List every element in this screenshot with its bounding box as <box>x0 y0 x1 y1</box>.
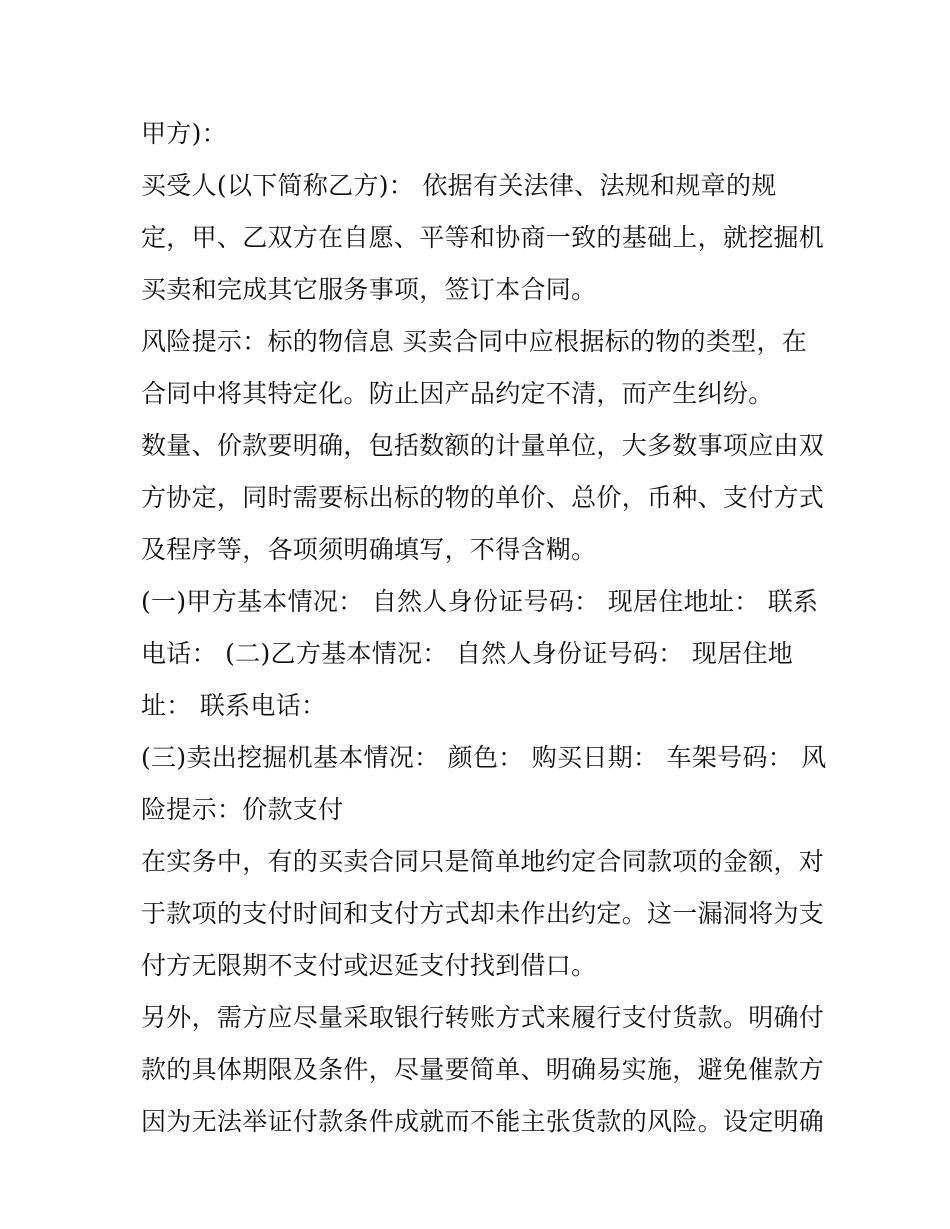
text-line: 址： 联系电话： <box>141 691 327 720</box>
text-line: 数量、价款要明确，包括数额的计量单位，大多数事项应由双 <box>141 431 825 460</box>
text-line: 及程序等，各项须明确填写，不得含糊。 <box>141 535 597 564</box>
text-line: 定，甲、乙双方在自愿、平等和协商一致的基础上，就挖掘机 <box>141 223 825 252</box>
text-line: 电话： (二)乙方基本情况： 自然人身份证号码： 现居住地 <box>141 639 794 668</box>
text-line: 于款项的支付时间和支付方式却未作出约定。这一漏洞将为支 <box>141 899 825 928</box>
text-line: (三)卖出挖掘机基本情况： 颜色： 购买日期： 车架号码： 风 <box>141 743 827 772</box>
text-line: 买卖和完成其它服务事项，签订本合同。 <box>141 275 597 304</box>
text-line: 款的具体期限及条件，尽量要简单、明确易实施，避免催款方 <box>141 1055 825 1084</box>
text-line: (一)甲方基本情况： 自然人身份证号码： 现居住地址： 联系 <box>141 587 819 616</box>
text-line: 另外，需方应尽量采取银行转账方式来履行支付货款。明确付 <box>141 1003 825 1032</box>
text-line: 风险提示：标的物信息 买卖合同中应根据标的物的类型，在 <box>141 327 808 356</box>
text-line: 买受人(以下简称乙方)： 依据有关法律、法规和规章的规 <box>141 171 777 200</box>
text-line: 险提示：价款支付 <box>141 795 344 824</box>
text-line: 方协定，同时需要标出标的物的单价、总价，币种、支付方式 <box>141 483 825 512</box>
text-line: 甲方)： <box>141 119 227 148</box>
document-body <box>141 108 827 1148</box>
text-line: 合同中将其特定化。防止因产品约定不清，而产生纠纷。 <box>141 379 774 408</box>
text-line: 付方无限期不支付或迟延支付找到借口。 <box>141 951 597 980</box>
text-line: 因为无法举证付款条件成就而不能主张货款的风险。设定明确 <box>141 1107 825 1136</box>
text-line: 在实务中，有的买卖合同只是简单地约定合同款项的金额，对 <box>141 847 825 876</box>
